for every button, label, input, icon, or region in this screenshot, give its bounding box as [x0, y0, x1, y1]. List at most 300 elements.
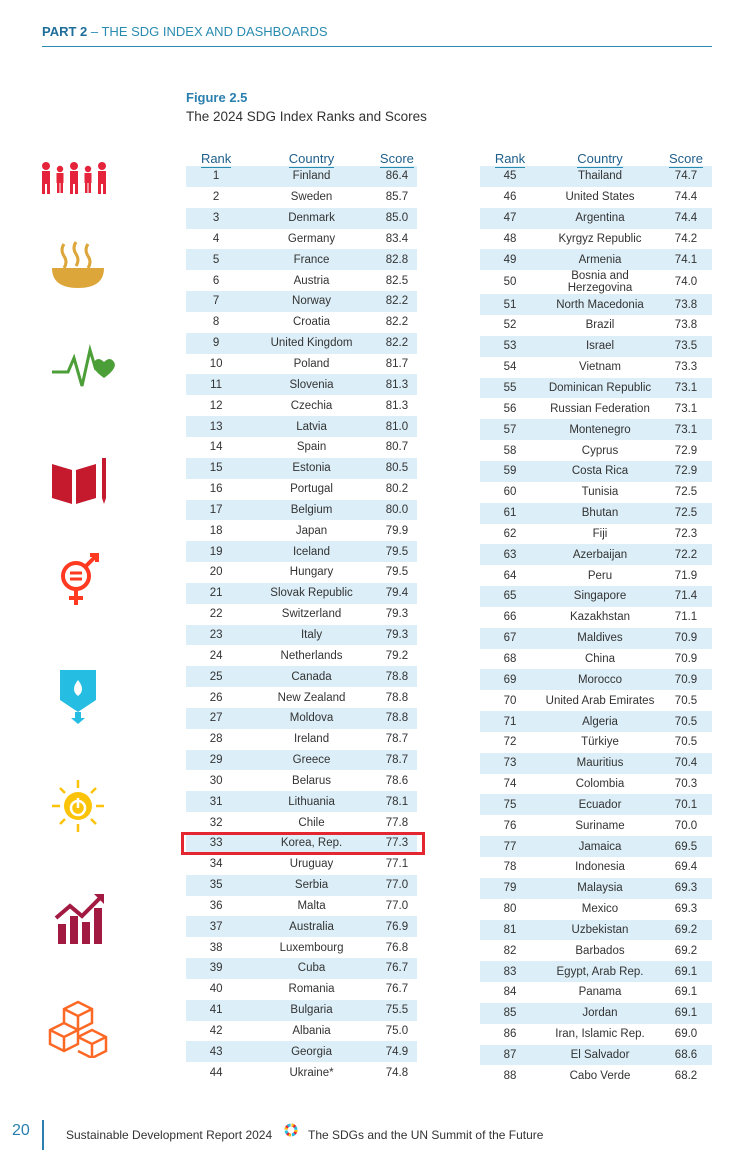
country-cell: Spain	[246, 437, 377, 458]
rank-cell: 53	[480, 336, 540, 357]
score-cell: 82.8	[377, 249, 417, 270]
score-cell: 74.0	[660, 270, 712, 294]
rank-cell: 1	[186, 166, 246, 187]
column-header-country: Country	[577, 151, 623, 166]
country-cell: Suriname	[540, 815, 660, 836]
score-cell: 80.7	[377, 437, 417, 458]
country-cell: Kazakhstan	[540, 607, 660, 628]
rank-cell: 15	[186, 458, 246, 479]
rank-cell: 85	[480, 1003, 540, 1024]
table-row	[186, 729, 417, 750]
score-cell: 70.4	[660, 753, 712, 774]
score-cell: 79.5	[377, 541, 417, 562]
table-row	[186, 479, 417, 500]
country-cell: Bhutan	[540, 503, 660, 524]
country-cell: France	[246, 249, 377, 270]
score-cell: 72.9	[660, 461, 712, 482]
score-cell: 70.9	[660, 628, 712, 649]
score-cell: 83.4	[377, 229, 417, 250]
score-cell: 82.2	[377, 312, 417, 333]
country-cell: Cabo Verde	[540, 1065, 660, 1086]
score-cell: 70.1	[660, 794, 712, 815]
score-cell: 81.3	[377, 395, 417, 416]
table-row	[480, 503, 712, 524]
country-cell: Jordan	[540, 1003, 660, 1024]
country-cell: Ecuador	[540, 794, 660, 815]
score-cell: 78.1	[377, 791, 417, 812]
table-row	[480, 940, 712, 961]
table-row	[186, 229, 417, 250]
table-row	[186, 645, 417, 666]
country-cell: Dominican Republic	[540, 378, 660, 399]
rank-cell: 38	[186, 937, 246, 958]
rank-cell: 16	[186, 479, 246, 500]
country-cell: Denmark	[246, 208, 377, 229]
country-cell: Jamaica	[540, 836, 660, 857]
clean-energy-icon	[38, 776, 118, 836]
rank-cell: 49	[480, 249, 540, 270]
country-cell: Tunisia	[540, 482, 660, 503]
table-row	[480, 649, 712, 670]
score-cell: 77.0	[377, 875, 417, 896]
score-cell: 74.8	[377, 1062, 417, 1083]
country-cell: Norway	[246, 291, 377, 312]
country-cell: Montenegro	[540, 419, 660, 440]
score-cell: 81.7	[377, 354, 417, 375]
rank-cell: 29	[186, 750, 246, 771]
ranking-table-left-body	[186, 166, 417, 1083]
column-header-country: Country	[288, 151, 335, 166]
table-row	[186, 354, 417, 375]
country-cell: Malaysia	[540, 878, 660, 899]
score-cell: 80.2	[377, 479, 417, 500]
table-row	[480, 208, 712, 229]
score-cell: 73.8	[660, 315, 712, 336]
score-cell: 70.9	[660, 649, 712, 670]
rank-cell: 84	[480, 982, 540, 1003]
table-row	[186, 958, 417, 979]
ranking-table-left	[186, 141, 417, 1083]
table-row	[186, 770, 417, 791]
country-cell: Belgium	[246, 500, 377, 521]
country-cell: Malta	[246, 896, 377, 917]
score-cell: 70.3	[660, 774, 712, 795]
table-row	[480, 586, 712, 607]
score-cell: 69.3	[660, 899, 712, 920]
score-cell: 76.9	[377, 916, 417, 937]
table-row	[186, 270, 417, 291]
country-cell: Ireland	[246, 729, 377, 750]
table-row	[480, 294, 712, 315]
rank-cell: 64	[480, 565, 540, 586]
page-number: 20	[12, 1122, 30, 1139]
table-row	[186, 291, 417, 312]
score-cell: 69.3	[660, 878, 712, 899]
score-cell: 73.1	[660, 419, 712, 440]
rank-cell: 8	[186, 312, 246, 333]
score-cell: 73.3	[660, 357, 712, 378]
rank-cell: 21	[186, 583, 246, 604]
score-cell: 78.7	[377, 729, 417, 750]
column-header-rank: Rank	[200, 151, 232, 166]
rank-cell: 28	[186, 729, 246, 750]
country-cell: Albania	[246, 1021, 377, 1042]
rank-cell: 7	[186, 291, 246, 312]
rank-cell: 50	[480, 270, 540, 294]
country-cell: Türkiye	[540, 732, 660, 753]
header-separator: –	[87, 24, 102, 39]
table-row	[480, 794, 712, 815]
table-row	[186, 520, 417, 541]
score-cell: 74.1	[660, 249, 712, 270]
score-cell: 74.4	[660, 187, 712, 208]
score-cell: 79.4	[377, 583, 417, 604]
score-cell: 81.0	[377, 416, 417, 437]
rank-cell: 58	[480, 440, 540, 461]
rank-cell: 55	[480, 378, 540, 399]
country-cell: Peru	[540, 565, 660, 586]
country-cell: Algeria	[540, 711, 660, 732]
country-cell: United Arab Emirates	[540, 690, 660, 711]
score-cell: 76.7	[377, 979, 417, 1000]
rank-cell: 33	[186, 833, 246, 854]
score-cell: 82.2	[377, 291, 417, 312]
rank-cell: 51	[480, 294, 540, 315]
clean-water-icon	[38, 666, 118, 726]
score-cell: 77.3	[377, 833, 417, 854]
country-cell: Poland	[246, 354, 377, 375]
country-cell: Mauritius	[540, 753, 660, 774]
figure-title: The 2024 SDG Index Ranks and Scores	[186, 109, 427, 124]
rank-cell: 88	[480, 1065, 540, 1086]
country-cell: Uzbekistan	[540, 920, 660, 941]
country-cell: China	[540, 649, 660, 670]
score-cell: 78.8	[377, 708, 417, 729]
figure-label: Figure 2.5	[186, 90, 248, 105]
table-row	[480, 961, 712, 982]
country-cell: Argentina	[540, 208, 660, 229]
rank-cell: 76	[480, 815, 540, 836]
rank-cell: 74	[480, 774, 540, 795]
country-cell: Morocco	[540, 669, 660, 690]
country-cell: New Zealand	[246, 687, 377, 708]
rank-cell: 39	[186, 958, 246, 979]
table-row	[480, 732, 712, 753]
rank-cell: 25	[186, 666, 246, 687]
column-header-rank: Rank	[494, 151, 526, 166]
rank-cell: 30	[186, 770, 246, 791]
rank-cell: 36	[186, 896, 246, 917]
score-cell: 69.5	[660, 836, 712, 857]
country-cell: Belarus	[246, 770, 377, 791]
table-row	[480, 378, 712, 399]
table-row	[186, 395, 417, 416]
rank-cell: 83	[480, 961, 540, 982]
table-row	[480, 1003, 712, 1024]
table-row	[480, 440, 712, 461]
country-cell: Barbados	[540, 940, 660, 961]
table-row	[186, 854, 417, 875]
country-cell: El Salvador	[540, 1045, 660, 1066]
score-cell: 72.2	[660, 544, 712, 565]
country-cell: Bosnia and Herzegovina	[540, 270, 660, 294]
footer-divider	[42, 1120, 44, 1150]
country-cell: Fiji	[540, 524, 660, 545]
table-row	[480, 357, 712, 378]
score-cell: 77.1	[377, 854, 417, 875]
rank-cell: 47	[480, 208, 540, 229]
rank-cell: 70	[480, 690, 540, 711]
rank-cell: 48	[480, 229, 540, 250]
score-cell: 76.8	[377, 937, 417, 958]
table-row	[186, 896, 417, 917]
rank-cell: 27	[186, 708, 246, 729]
rank-cell: 79	[480, 878, 540, 899]
rank-cell: 78	[480, 857, 540, 878]
rank-cell: 68	[480, 649, 540, 670]
rank-cell: 77	[480, 836, 540, 857]
rank-cell: 23	[186, 625, 246, 646]
score-cell: 69.2	[660, 920, 712, 941]
ranking-table-right	[480, 141, 712, 1086]
score-cell: 86.4	[377, 166, 417, 187]
table-row	[186, 562, 417, 583]
rank-cell: 44	[186, 1062, 246, 1083]
table-row	[186, 541, 417, 562]
table-row	[480, 187, 712, 208]
score-cell: 70.5	[660, 711, 712, 732]
country-cell: Japan	[246, 520, 377, 541]
rank-cell: 54	[480, 357, 540, 378]
country-cell: Singapore	[540, 586, 660, 607]
rank-cell: 41	[186, 1000, 246, 1021]
country-cell: Portugal	[246, 479, 377, 500]
country-cell: Australia	[246, 916, 377, 937]
country-cell: Hungary	[246, 562, 377, 583]
country-cell: Finland	[246, 166, 377, 187]
rank-cell: 13	[186, 416, 246, 437]
rank-cell: 24	[186, 645, 246, 666]
rank-cell: 3	[186, 208, 246, 229]
score-cell: 74.9	[377, 1041, 417, 1062]
rank-cell: 4	[186, 229, 246, 250]
rank-cell: 26	[186, 687, 246, 708]
score-cell: 72.5	[660, 482, 712, 503]
country-cell: United States	[540, 187, 660, 208]
rank-cell: 32	[186, 812, 246, 833]
rank-cell: 63	[480, 544, 540, 565]
table-row	[480, 1024, 712, 1045]
score-cell: 85.0	[377, 208, 417, 229]
rank-cell: 59	[480, 461, 540, 482]
table-row	[186, 791, 417, 812]
table-row	[480, 669, 712, 690]
score-cell: 78.6	[377, 770, 417, 791]
rank-cell: 43	[186, 1041, 246, 1062]
table-row	[186, 166, 417, 187]
table-row	[480, 249, 712, 270]
table-row	[186, 812, 417, 833]
score-cell: 73.1	[660, 378, 712, 399]
rank-cell: 31	[186, 791, 246, 812]
gender-equality-icon	[38, 552, 118, 612]
table-row	[480, 774, 712, 795]
country-cell: Maldives	[540, 628, 660, 649]
score-cell: 78.7	[377, 750, 417, 771]
country-cell: Armenia	[540, 249, 660, 270]
score-cell: 75.0	[377, 1021, 417, 1042]
score-cell: 68.6	[660, 1045, 712, 1066]
table-row	[186, 249, 417, 270]
table-row	[186, 750, 417, 771]
rank-cell: 87	[480, 1045, 540, 1066]
rank-cell: 20	[186, 562, 246, 583]
ranking-table-right-body	[480, 166, 712, 1086]
rank-cell: 62	[480, 524, 540, 545]
rank-cell: 71	[480, 711, 540, 732]
rank-cell: 82	[480, 940, 540, 961]
country-cell: Moldova	[246, 708, 377, 729]
country-cell: Costa Rica	[540, 461, 660, 482]
table-row	[186, 500, 417, 521]
country-cell: Uruguay	[246, 854, 377, 875]
industry-innovation-icon	[38, 998, 118, 1058]
rank-cell: 10	[186, 354, 246, 375]
table-row	[186, 583, 417, 604]
country-cell: Austria	[246, 270, 377, 291]
country-cell: Vietnam	[540, 357, 660, 378]
country-cell: Mexico	[540, 899, 660, 920]
rank-cell: 61	[480, 503, 540, 524]
country-cell: Cuba	[246, 958, 377, 979]
table-row	[480, 544, 712, 565]
country-cell: Iran, Islamic Rep.	[540, 1024, 660, 1045]
score-cell: 77.0	[377, 896, 417, 917]
rank-cell: 40	[186, 979, 246, 1000]
score-cell: 80.5	[377, 458, 417, 479]
table-row	[480, 857, 712, 878]
rank-cell: 22	[186, 604, 246, 625]
country-cell: Latvia	[246, 416, 377, 437]
score-cell: 71.4	[660, 586, 712, 607]
rank-cell: 56	[480, 398, 540, 419]
score-cell: 82.5	[377, 270, 417, 291]
country-cell: United Kingdom	[246, 333, 377, 354]
table-row	[186, 333, 417, 354]
table-row	[480, 524, 712, 545]
table-row	[186, 937, 417, 958]
score-cell: 69.1	[660, 1003, 712, 1024]
score-cell: 81.3	[377, 374, 417, 395]
score-cell: 70.5	[660, 690, 712, 711]
country-cell: Chile	[246, 812, 377, 833]
score-cell: 69.1	[660, 961, 712, 982]
country-cell: Azerbaijan	[540, 544, 660, 565]
table-row	[186, 916, 417, 937]
score-cell: 82.2	[377, 333, 417, 354]
score-cell: 80.0	[377, 500, 417, 521]
sdg-wheel-icon	[284, 1123, 298, 1137]
country-cell: Czechia	[246, 395, 377, 416]
country-cell: Israel	[540, 336, 660, 357]
table-row	[186, 416, 417, 437]
score-cell: 78.8	[377, 687, 417, 708]
rank-cell: 45	[480, 166, 540, 187]
score-cell: 70.0	[660, 815, 712, 836]
score-cell: 69.4	[660, 857, 712, 878]
score-cell: 79.3	[377, 625, 417, 646]
score-cell: 79.9	[377, 520, 417, 541]
country-cell: Panama	[540, 982, 660, 1003]
column-header-score: Score	[669, 151, 703, 166]
country-cell: Bulgaria	[246, 1000, 377, 1021]
rank-cell: 57	[480, 419, 540, 440]
table-row	[480, 565, 712, 586]
table-row	[186, 604, 417, 625]
table-row	[186, 1000, 417, 1021]
rank-cell: 46	[480, 187, 540, 208]
table-row	[480, 315, 712, 336]
score-cell: 73.8	[660, 294, 712, 315]
table-row	[480, 711, 712, 732]
rank-cell: 12	[186, 395, 246, 416]
table-row	[480, 398, 712, 419]
country-cell: Italy	[246, 625, 377, 646]
rank-cell: 5	[186, 249, 246, 270]
score-cell: 74.2	[660, 229, 712, 250]
country-cell: Russian Federation	[540, 398, 660, 419]
quality-education-icon	[38, 450, 118, 510]
rank-cell: 52	[480, 315, 540, 336]
rank-cell: 86	[480, 1024, 540, 1045]
table-row	[480, 920, 712, 941]
rank-cell: 17	[186, 500, 246, 521]
score-cell: 79.2	[377, 645, 417, 666]
table-row	[480, 166, 712, 187]
table-row	[480, 336, 712, 357]
score-cell: 75.5	[377, 1000, 417, 1021]
rank-cell: 69	[480, 669, 540, 690]
country-cell: Iceland	[246, 541, 377, 562]
rank-cell: 42	[186, 1021, 246, 1042]
score-cell: 69.1	[660, 982, 712, 1003]
table-row	[480, 419, 712, 440]
table-row	[186, 979, 417, 1000]
rank-cell: 60	[480, 482, 540, 503]
rank-cell: 66	[480, 607, 540, 628]
country-cell: Egypt, Arab Rep.	[540, 961, 660, 982]
good-health-icon	[38, 340, 118, 400]
table-row	[186, 1041, 417, 1062]
report-subtitle: The SDGs and the UN Summit of the Future	[308, 1128, 544, 1142]
section-header	[42, 24, 712, 47]
score-cell: 72.5	[660, 503, 712, 524]
rank-cell: 18	[186, 520, 246, 541]
score-cell: 78.8	[377, 666, 417, 687]
score-cell: 85.7	[377, 187, 417, 208]
table-row	[186, 666, 417, 687]
score-cell: 70.5	[660, 732, 712, 753]
korea-highlight-box	[181, 832, 425, 855]
rank-cell: 72	[480, 732, 540, 753]
table-row	[480, 899, 712, 920]
score-cell: 69.2	[660, 940, 712, 961]
table-row	[186, 437, 417, 458]
rank-cell: 65	[480, 586, 540, 607]
country-cell: Colombia	[540, 774, 660, 795]
score-cell: 71.1	[660, 607, 712, 628]
table-row	[480, 461, 712, 482]
